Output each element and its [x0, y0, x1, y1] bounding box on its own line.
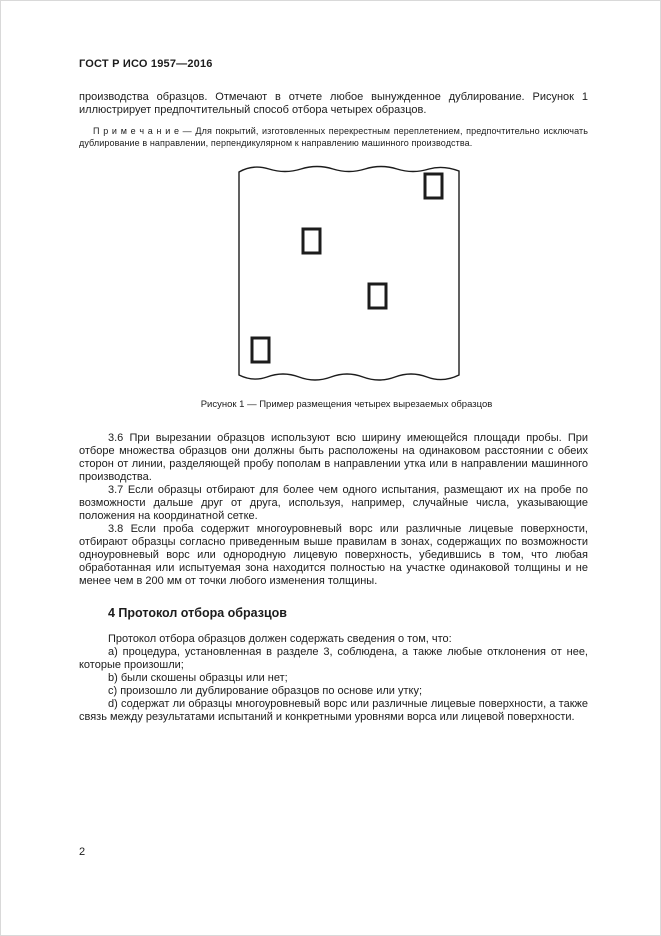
fabric-sample-diagram [237, 162, 461, 386]
paragraph-3-7: 3.7 Если образцы отбирают для более чем одного испытания, размещают их на пробе по возможности дальше друг от друга, используя, например, случайные числа, указывающие положения на координатной сетке. [79, 484, 588, 522]
list-item-b: b) были скошены образцы или нет; [108, 672, 288, 684]
list-item-c: c) произошло ли дублирование образцов по основе или утку; [108, 685, 423, 697]
figure-1 [237, 162, 461, 386]
section-4-heading: 4 Протокол отбора образцов [108, 606, 287, 620]
intro-paragraph: производства образцов. Отмечают в отчете любое вынужденное дублирование. Рисунок 1 иллюстрирует предпочтительный способ отбора четырех образцов. [79, 91, 588, 116]
page-number: 2 [79, 846, 86, 858]
list-item-a: a) процедура, установленная в разделе 3, соблюдена, а также любые отклонения от нее, которые произошли; [79, 646, 588, 671]
page-content [79, 1, 588, 724]
list-item-d: d) содержат ли образцы многоуровневый ворс или различные лицевые поверхности, а также связь между результатами испытаний и конкретными уровнями ворса или лицевой поверхности. [79, 698, 588, 723]
document-header: ГОСТ Р ИСО 1957—2016 [79, 58, 213, 70]
note-paragraph: П р и м е ч а н и е — Для покрытий, изготовленных перекрестным переплетением, предпочтительно исключать дублирование в направлении, перпендикулярном к направлению машинного производства. [79, 126, 588, 148]
paragraph-3-6: 3.6 При вырезании образцов используют всю ширину имеющейся площади пробы. При отборе множества образцов они должны быть расположены на одинаковом расстоянии с обеих сторон от линии, разделяющей пробу пополам в направлении утка или в направлении машинного производства. [79, 432, 588, 483]
section-4-intro: Протокол отбора образцов должен содержать сведения о том, что: [108, 633, 452, 645]
paragraph-3-8: 3.8 Если проба содержит многоуровневый ворс или различные лицевые поверхности, отбирают образцы согласно приведенным выше правилам в зонах, содержащих по возможности одноуровневый ворс или однородную лицевую поверхность, убедившись в том, что любая обработанная или испытуемая зона находится полностью на участке одинаковой толщины и не менее чем в 200 мм от точки любого изменения толщины. [79, 523, 588, 587]
figure-1-caption: Рисунок 1 — Пример размещения четырех вырезаемых образцов [200, 399, 493, 410]
